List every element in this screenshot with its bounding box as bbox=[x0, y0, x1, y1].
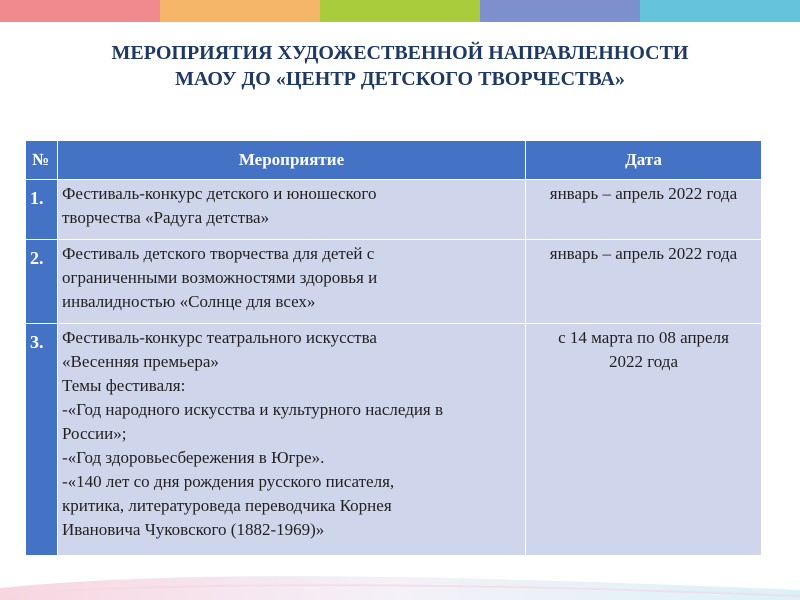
page-title bbox=[0, 40, 800, 92]
event-text: -«Год народного искусства и культурного наследия в bbox=[62, 400, 444, 419]
event-text: -«Год здоровьесбережения в Югре». bbox=[62, 448, 325, 467]
row-number: 3. bbox=[26, 324, 58, 556]
table-row bbox=[26, 240, 762, 324]
event-text: инвалидностью «Солнце для всех» bbox=[62, 292, 316, 311]
title-line-2: МАОУ ДО «ЦЕНТР ДЕТСКОГО ТВОРЧЕСТВА» bbox=[175, 68, 625, 90]
date-cell bbox=[526, 324, 762, 556]
table-header-row bbox=[26, 141, 762, 180]
stripe-orange bbox=[160, 0, 320, 22]
stripe-green bbox=[320, 0, 480, 22]
date-text: январь – апрель 2022 года bbox=[549, 184, 738, 203]
date-text: с 14 марта по 08 апреля bbox=[558, 328, 729, 347]
event-cell bbox=[58, 180, 526, 240]
event-text: критика, литературоведа переводчика Корнея bbox=[62, 496, 392, 515]
event-text: «Весенняя премьера» bbox=[62, 352, 219, 371]
event-text: ограниченными возможностями здоровья и bbox=[62, 268, 378, 287]
top-color-stripe bbox=[0, 0, 800, 22]
title-line-1: МЕРОПРИЯТИЯ ХУДОЖЕСТВЕННОЙ НАПРАВЛЕННОСТИ bbox=[111, 42, 689, 64]
stripe-blue bbox=[480, 0, 640, 22]
event-text: Ивановича Чуковского (1882-1969)» bbox=[62, 520, 325, 539]
row-number: 1. bbox=[26, 180, 58, 240]
event-text: России»; bbox=[62, 424, 127, 443]
event-cell bbox=[58, 240, 526, 324]
event-text: Фестиваль-конкурс театрального искусства bbox=[62, 328, 377, 347]
event-text: творчества «Радуга детства» bbox=[62, 208, 270, 227]
event-cell bbox=[58, 324, 526, 556]
stripe-cyan bbox=[640, 0, 800, 22]
date-text: 2022 года bbox=[608, 352, 678, 371]
row-number: 2. bbox=[26, 240, 58, 324]
date-cell bbox=[526, 180, 762, 240]
event-text: Фестиваль детского творчества для детей с bbox=[62, 244, 375, 263]
table-row bbox=[26, 324, 762, 556]
events-table bbox=[25, 140, 762, 556]
event-text: Темы фестиваля: bbox=[62, 376, 186, 395]
column-header-event: Мероприятие bbox=[58, 141, 526, 180]
date-cell bbox=[526, 240, 762, 324]
bottom-decorative-swoosh bbox=[0, 560, 800, 600]
stripe-pink bbox=[0, 0, 160, 22]
date-text: январь – апрель 2022 года bbox=[549, 244, 738, 263]
event-text: Фестиваль-конкурс детского и юношеского bbox=[62, 184, 377, 203]
table-row bbox=[26, 180, 762, 240]
column-header-date: Дата bbox=[526, 141, 762, 180]
event-text: -«140 лет со дня рождения русского писателя, bbox=[62, 472, 395, 491]
column-header-number: № bbox=[26, 141, 58, 180]
